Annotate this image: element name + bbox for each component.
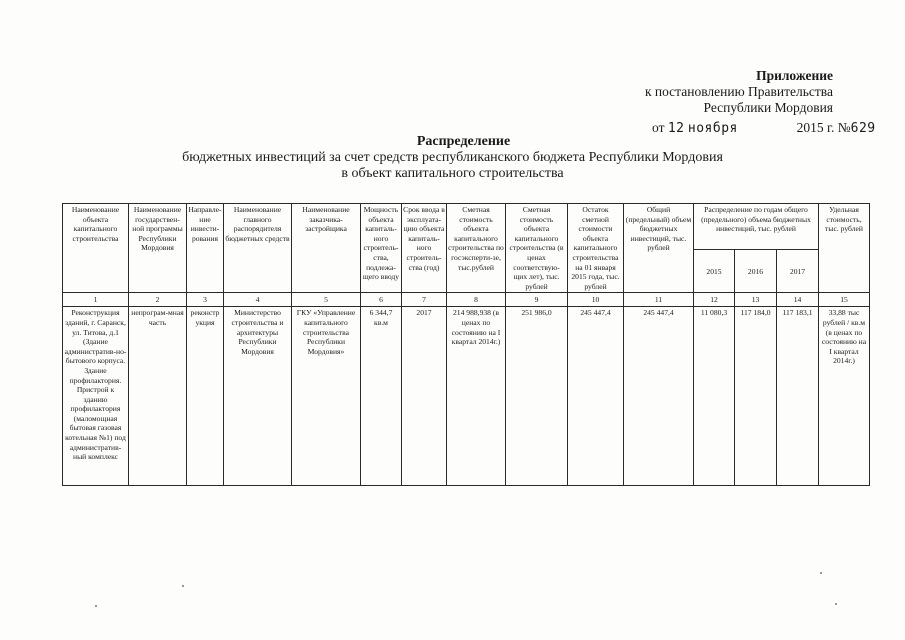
cell-object: Реконструкция зданий, г. Саранск, ул. Титова, д.1 (Здание административ-но-бытового корпуса. Здание профилактория. Пристрой к зданию профилактория (маломощная бытовая газовая котельная №1) под административ-ный комплекс	[63, 307, 129, 486]
col-number: 3	[187, 293, 224, 307]
cell-estimate-expertise: 214 988,938 (в ценах по состоянию на I квартал 2014г.)	[447, 307, 506, 486]
header-capacity: Мощность объекта капиталь-ного строитель-ства, подлежа-щего вводу	[361, 204, 402, 293]
col-number: 4	[224, 293, 292, 307]
investment-table	[62, 203, 870, 486]
header-year-2017: 2017	[777, 250, 819, 293]
header-unit-cost: Удельная стоимость, тыс. рублей	[819, 204, 870, 293]
cell-year-2017: 117 183,1	[777, 307, 819, 486]
cell-remainder: 245 447,4	[568, 307, 624, 486]
col-number: 13	[735, 293, 777, 307]
appendix-block	[603, 68, 833, 116]
appendix-line-1: к постановлению Правительства	[644, 84, 833, 99]
date-month: ноября	[687, 121, 738, 136]
header-term: Срок ввода в эксплуата-цию объекта капиталь-ного строитель-ства (год)	[402, 204, 447, 293]
col-number: 6	[361, 293, 402, 307]
scan-speck	[95, 605, 97, 607]
document-subtitle-1: бюджетных инвестиций за счет средств республиканского бюджета Республики Мордовия	[182, 150, 723, 165]
header-total-volume: Общий (предельный) объем бюджетных инвестиций, тыс. рублей	[624, 204, 694, 293]
header-object: Наименование объекта капитального строительства	[63, 204, 129, 293]
col-number: 15	[819, 293, 870, 307]
cell-manager: Министерство строительства и архитектуры Республики Мордовия	[224, 307, 292, 486]
date-day: 12	[667, 121, 685, 136]
date-prefix: от	[652, 120, 665, 135]
col-number: 8	[447, 293, 506, 307]
cell-customer: ГКУ «Управление капитального строительства Республики Мордовия»	[292, 307, 361, 486]
header-distribution: Распределение по годам общего (предельного) объема бюджетных инвестиций, тыс. рублей	[694, 204, 819, 250]
cell-direction: реконстр укция	[187, 307, 224, 486]
appendix-title: Приложение	[756, 68, 833, 83]
date-year: 2015 г. №	[796, 120, 851, 135]
appendix-line-2: Республики Мордовия	[703, 100, 833, 115]
cell-year-2015: 11 080,3	[694, 307, 735, 486]
header-manager: Наименование главного распорядителя бюджетных средств	[224, 204, 292, 293]
cell-estimate-prices: 251 986,0	[506, 307, 568, 486]
cell-program: непрограм-мная часть	[129, 307, 187, 486]
cell-unit-cost: 33,88 тыс рублей / кв.м (в ценах по состоянию на I квартал 2014г.)	[819, 307, 870, 486]
cell-term: 2017	[402, 307, 447, 486]
col-number: 9	[506, 293, 568, 307]
header-customer: Наименование заказчика-застройщика	[292, 204, 361, 293]
document-title: Распределение	[416, 134, 511, 149]
header-remainder: Остаток сметной стоимости объекта капитального строительства на 01 января 2015 года, тыс. рублей	[568, 204, 624, 293]
document-heading	[0, 134, 905, 182]
cell-total-volume: 245 447,4	[624, 307, 694, 486]
col-number: 10	[568, 293, 624, 307]
col-number: 1	[63, 293, 129, 307]
table-row	[63, 307, 870, 486]
header-year-2016: 2016	[735, 250, 777, 293]
col-number: 11	[624, 293, 694, 307]
col-number: 7	[402, 293, 447, 307]
col-number: 5	[292, 293, 361, 307]
col-number: 14	[777, 293, 819, 307]
scan-speck	[835, 603, 837, 605]
cell-capacity: 6 344,7 кв.м	[361, 307, 402, 486]
col-number: 12	[694, 293, 735, 307]
header-year-2015: 2015	[694, 250, 735, 293]
column-number-row	[63, 293, 870, 307]
header-row	[63, 204, 870, 250]
cell-year-2016: 117 184,0	[735, 307, 777, 486]
header-direction: Направле-ние инвести-рования	[187, 204, 224, 293]
scan-speck	[182, 585, 184, 587]
decree-number: 629	[850, 121, 876, 136]
col-number: 2	[129, 293, 187, 307]
header-estimate-prices: Сметная стоимость объекта капитального строительства (в ценах соответствую-щих лет), тыс. рублей	[506, 204, 568, 293]
header-program: Наименование государствен-ной программы Республики Мордовия	[129, 204, 187, 293]
document-subtitle-2: в объект капитального строительства	[341, 166, 564, 181]
header-estimate-expertise: Сметная стоимость объекта капитального строительства по госэксперти-зе, тыс.рублей	[447, 204, 506, 293]
scan-speck	[820, 572, 822, 574]
